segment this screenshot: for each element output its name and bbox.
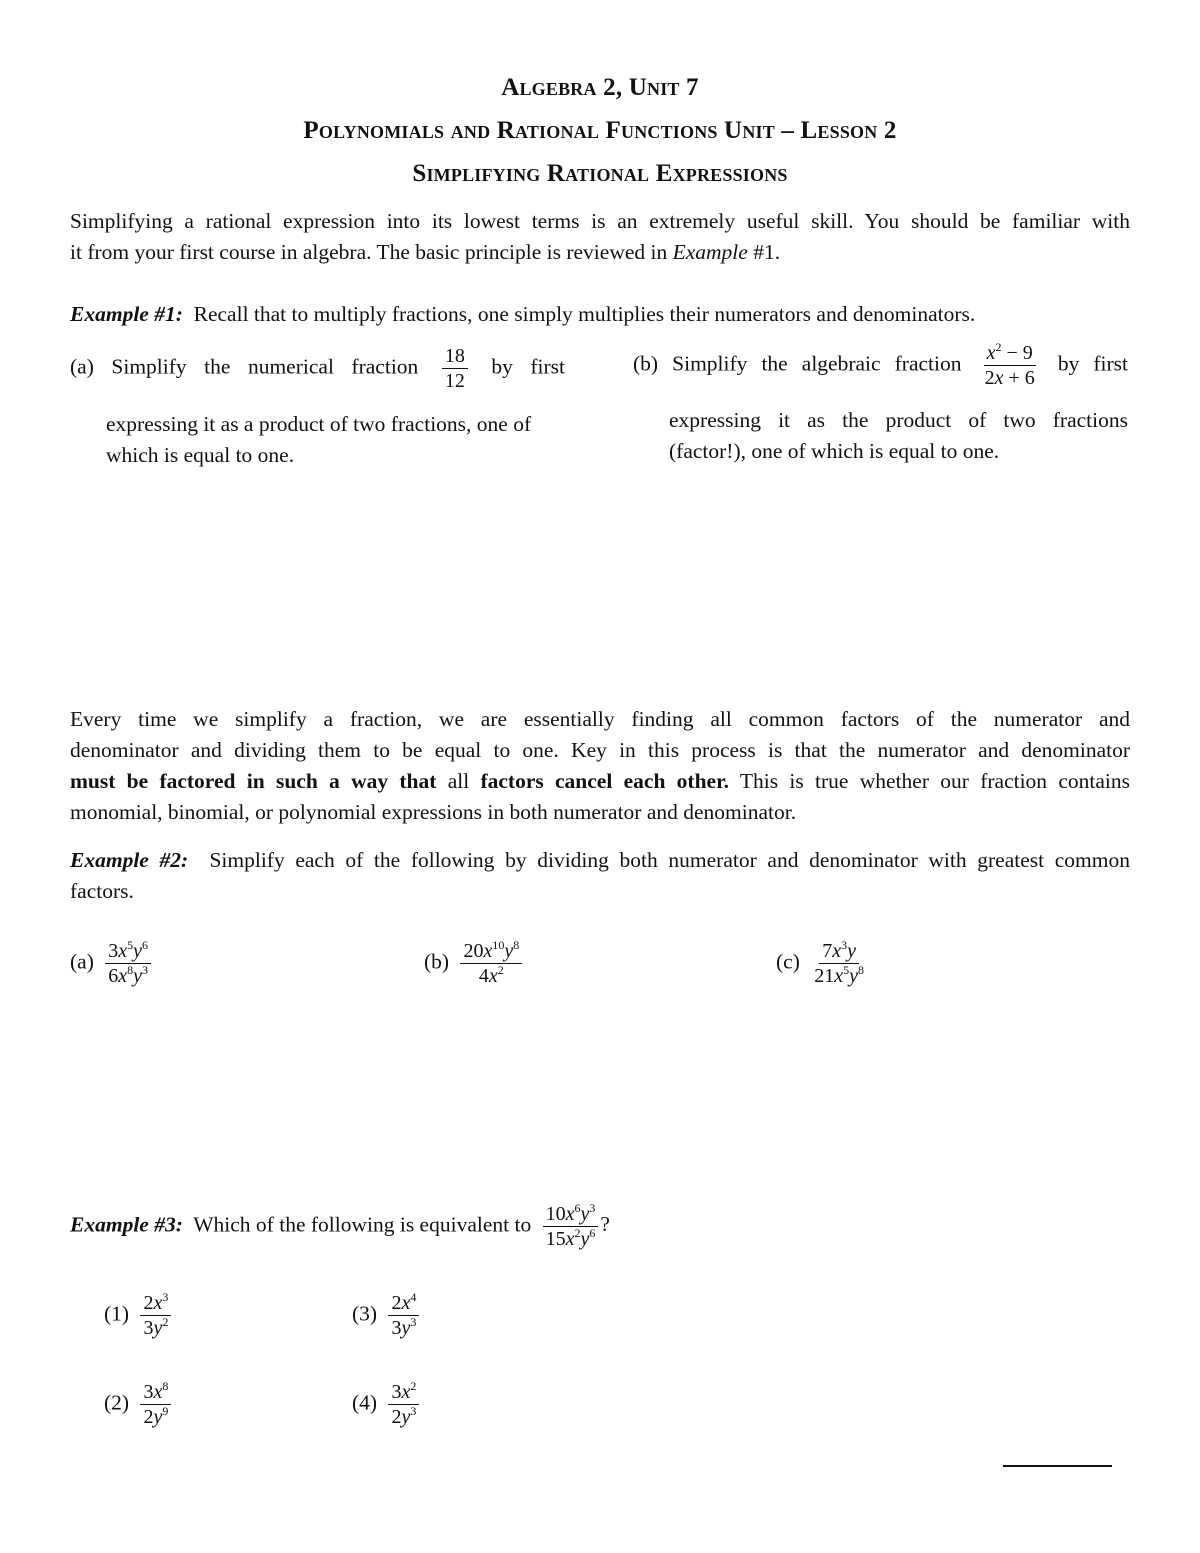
fraction-2c: $\frac{7x^3y}{21x^5y^8}$ bbox=[814, 938, 865, 987]
example2-c: (c) $\frac{7x^3y}{21x^5y^8}$ bbox=[776, 940, 873, 987]
example3-heading: Example #3: Which of the following is equivalent to $\frac{10x^6y^3}{15x^2y^6}$ ? bbox=[70, 1201, 610, 1250]
example2-paragraph: Example #2: Simplify each of the following by dividing both numerator and denominator with greatest common factors. bbox=[70, 848, 1130, 903]
example1-b-line2: expressing it as the product of two fractions bbox=[669, 408, 1128, 432]
header-unit: Polynomials and Rational Functions Unit – Lesson 2 bbox=[303, 117, 897, 144]
example2-label: Example #2: bbox=[70, 848, 189, 872]
example1-a-line2: expressing it as a product of two fractions, one of bbox=[106, 412, 532, 436]
example2-b: (b) $\frac{20x^{10}y^8}{4x^2}$ bbox=[424, 940, 528, 987]
example1-a-line3: which is equal to one. bbox=[106, 443, 295, 467]
choice-3: (3) $\frac{2x^4}{3y^3}$ bbox=[352, 1292, 425, 1339]
example1-b-line3: (factor!), one of which is equal to one. bbox=[669, 439, 1000, 463]
fraction-2b: $\frac{20x^{10}y^8}{4x^2}$ bbox=[460, 940, 522, 987]
example1-heading bbox=[70, 299, 975, 330]
example1-text: Recall that to multiply fractions, one simply multiplies their numerators and denominators. bbox=[193, 302, 976, 326]
header-lesson: Simplifying Rational Expressions bbox=[412, 160, 788, 187]
choice-1: (1) $\frac{2x^3}{3y^2}$ bbox=[104, 1292, 177, 1339]
intro-paragraph: Simplifying a rational expression into its lowest terms is an extremely useful skill. You should be familiar with it from your first course in algebra. The basic principle is reviewed in Example #1. bbox=[70, 209, 1130, 264]
example1-part-b: (b) Simplify the algebraic fraction $\frac{x^2 - 9}{2x + 6}$ by first bbox=[633, 340, 1129, 389]
choice-4: (4) $\frac{3x^2}{2y^3}$ bbox=[352, 1381, 425, 1428]
fraction-2a: $\frac{3x^5y^6}{6x^8y^3}$ bbox=[105, 940, 151, 987]
example1-part-a: (a) Simplify the numerical fraction $\frac{18}{12}$ by first bbox=[70, 345, 566, 392]
fraction-18-12: $\frac{18}{12}$ bbox=[442, 345, 468, 392]
example3-label: Example #3: bbox=[70, 1212, 183, 1237]
answer-blank-line bbox=[1003, 1465, 1112, 1467]
example2-a: (a) $\frac{3x^5y^6}{6x^8y^3}$ bbox=[70, 940, 157, 987]
middle-paragraph: Every time we simplify a fraction, we are essentially finding all common factors of the numerator and denominator and dividing them to be equal to one. Key in this process is that the numerator and denominator must be factored in such a way that all factors cancel each other. This is true whether our fraction contains monomial, binomial, or polynomial expressions in both numerator and denominator. bbox=[70, 707, 1130, 824]
example1-label: Example #1: bbox=[70, 302, 183, 326]
header-title: Algebra 2, Unit 7 bbox=[501, 74, 699, 101]
choice-2: (2) $\frac{3x^8}{2y^9}$ bbox=[104, 1381, 177, 1428]
fraction-x2-9-over-2x-6: $\frac{x^2 - 9}{2x + 6}$ bbox=[984, 340, 1035, 389]
fraction-example3: $\frac{10x^6y^3}{15x^2y^6}$ bbox=[543, 1203, 599, 1250]
